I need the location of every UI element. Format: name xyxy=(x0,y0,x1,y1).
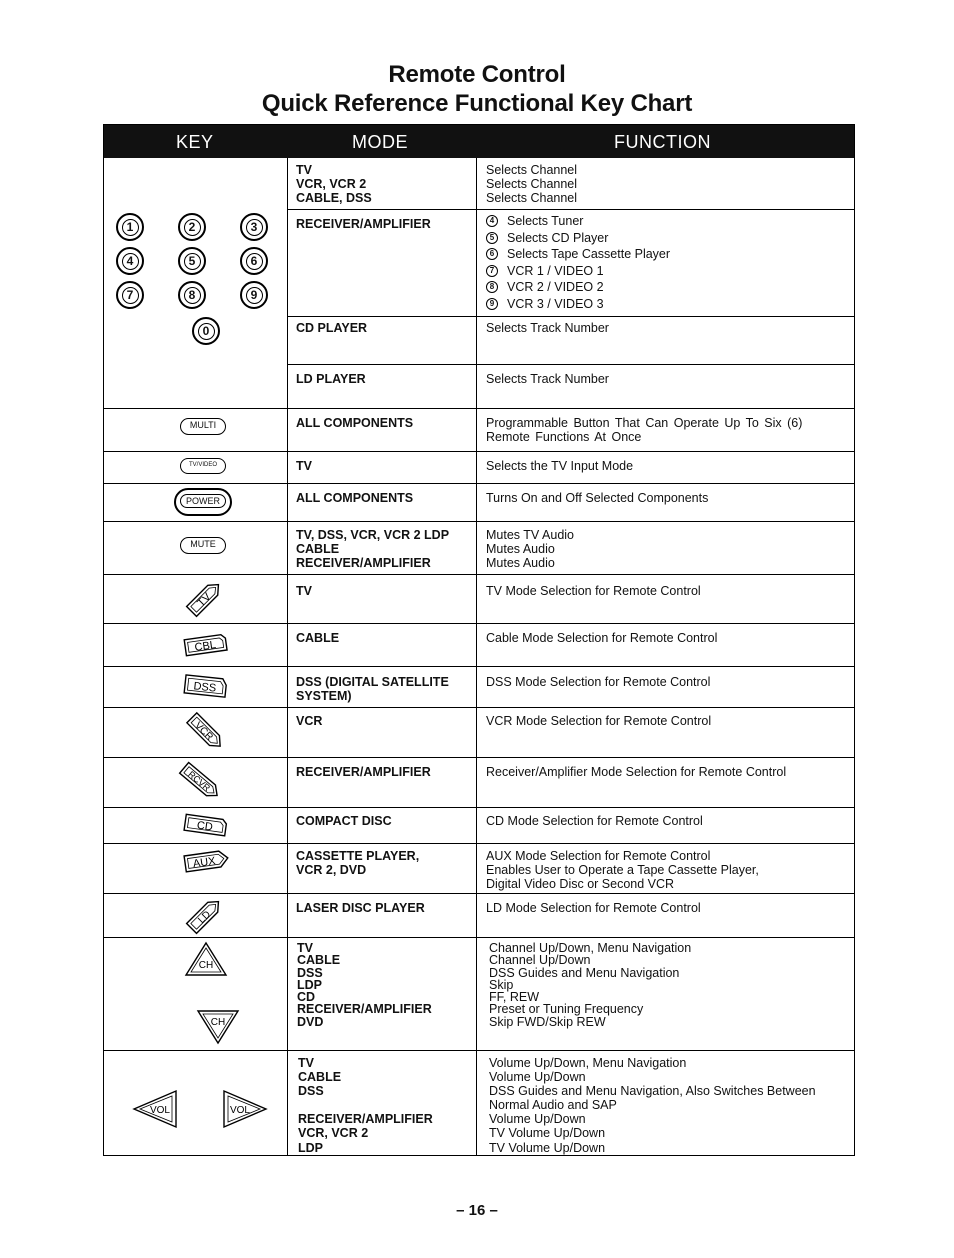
key-label: TV xyxy=(195,590,214,610)
circled-number-icon: 7 xyxy=(486,265,498,277)
circled-number-icon: 5 xyxy=(486,232,498,244)
mode-cell: VCR xyxy=(296,714,323,728)
page-number: – 16 – xyxy=(456,1202,498,1219)
dss-mode-button[interactable] xyxy=(182,673,228,699)
list-item: 5 Selects CD Player xyxy=(486,230,670,247)
key-chart-table xyxy=(103,124,855,1156)
key-5-button[interactable]: 5 xyxy=(178,247,206,275)
list-item: 9 VCR 3 / VIDEO 3 xyxy=(486,296,670,313)
mute-button[interactable]: MUTE xyxy=(180,537,226,554)
mode-cell: TV CABLE DSS RECEIVER/AMPLIFIER VCR, VCR 2 LDP xyxy=(298,1056,433,1155)
function-cell: Receiver/Amplifier Mode Selection for Remote Control xyxy=(486,765,787,779)
function-cell: TV Mode Selection for Remote Control xyxy=(486,584,701,598)
mode-cell: TV CABLE DSS LDP CD RECEIVER/AMPLIFIER DVD xyxy=(297,941,432,1029)
mode-cell: TV xyxy=(296,584,312,598)
mode-cell: ALL COMPONENTS xyxy=(296,491,414,505)
key-label: CH xyxy=(210,1017,226,1028)
function-cell: Selects the TV Input Mode xyxy=(486,459,634,473)
volume-down-button[interactable] xyxy=(132,1089,180,1129)
column-divider xyxy=(287,158,288,1155)
circled-number-icon: 8 xyxy=(486,281,498,293)
vcr-mode-button[interactable] xyxy=(182,711,230,753)
key-7-button[interactable]: 7 xyxy=(116,281,144,309)
row-divider xyxy=(104,451,854,452)
row-divider xyxy=(287,364,854,365)
row-divider xyxy=(287,316,854,317)
key-label: VCR xyxy=(192,720,215,744)
row-divider xyxy=(104,937,854,938)
mode-cell: ALL COMPONENTS xyxy=(296,416,414,430)
list-item: 4 Selects Tuner xyxy=(486,213,670,230)
key-label: CBL xyxy=(193,639,217,654)
mode-cell: LD PLAYER xyxy=(296,372,366,386)
power-button[interactable]: POWER xyxy=(174,488,232,516)
row-divider xyxy=(104,1050,854,1051)
mode-cell: CD PLAYER xyxy=(296,321,368,335)
mode-cell: LASER DISC PLAYER xyxy=(296,901,425,915)
row-divider xyxy=(104,623,854,624)
mode-cell: DSS (DIGITAL SATELLITE SYSTEM) xyxy=(296,675,449,703)
list-item: 6 Selects Tape Cassette Player xyxy=(486,246,670,263)
multi-button[interactable]: MULTI xyxy=(180,418,226,435)
key-9-button[interactable]: 9 xyxy=(240,281,268,309)
mode-cell: TV, DSS, VCR, VCR 2 LDP CABLE RECEIVER/AMPLIFIER xyxy=(296,528,450,570)
key-1-button[interactable]: 1 xyxy=(116,213,144,241)
key-label: AUX xyxy=(192,855,217,871)
row-divider xyxy=(104,843,854,844)
function-cell: Cable Mode Selection for Remote Control xyxy=(486,631,718,645)
row-divider xyxy=(104,807,854,808)
key-label: LD xyxy=(196,909,214,926)
circled-number-icon: 6 xyxy=(486,248,498,260)
circled-number-icon: 4 xyxy=(486,215,498,227)
row-divider xyxy=(104,757,854,758)
function-cell: Turns On and Off Selected Components xyxy=(486,491,709,505)
key-label: CD xyxy=(196,819,214,834)
cd-mode-button[interactable] xyxy=(182,811,228,839)
table-header xyxy=(104,125,854,158)
mode-cell: CABLE xyxy=(296,631,340,645)
key-8-button[interactable]: 8 xyxy=(178,281,206,309)
cable-mode-button[interactable] xyxy=(182,631,228,657)
mode-cell: COMPACT DISC xyxy=(296,814,392,828)
list-item: 8 VCR 2 / VIDEO 2 xyxy=(486,279,670,296)
mode-cell: TV xyxy=(296,459,312,473)
function-cell: Mutes TV Audio Mutes Audio Mutes Audio xyxy=(486,528,575,570)
key-label: RCVR xyxy=(186,769,213,794)
row-divider xyxy=(287,209,854,210)
function-cell: Selects Track Number xyxy=(486,372,609,386)
row-divider xyxy=(104,707,854,708)
function-cell xyxy=(486,213,670,312)
function-cell: Volume Up/Down, Menu Navigation Volume Up/Down DSS Guides and Menu Navigation, Also Switches Between Normal Audio and SAP Volume Up/Down TV Volume Up/Down TV Volume Up/Down xyxy=(489,1056,816,1155)
page-title: Remote Control xyxy=(388,61,566,88)
function-cell: Programmable Button That Can Operate Up To Six (6) Remote Functions At Once xyxy=(486,416,803,444)
key-label: VOL xyxy=(229,1105,251,1116)
row-divider xyxy=(104,521,854,522)
key-6-button[interactable]: 6 xyxy=(240,247,268,275)
row-divider xyxy=(104,893,854,894)
function-cell: AUX Mode Selection for Remote Control Enables User to Operate a Tape Cassette Player, Digital Video Disc or Second VCR xyxy=(486,849,759,891)
key-4-button[interactable]: 4 xyxy=(116,247,144,275)
row-divider xyxy=(104,483,854,484)
ld-mode-button[interactable] xyxy=(182,895,228,935)
key-label: DSS xyxy=(192,680,217,695)
function-cell: VCR Mode Selection for Remote Control xyxy=(486,714,712,728)
function-cell: DSS Mode Selection for Remote Control xyxy=(486,675,711,689)
header-function: FUNCTION xyxy=(614,132,711,152)
function-cell: Selects Track Number xyxy=(486,321,609,335)
function-cell: Channel Up/Down, Menu Navigation Channel Up/Down DSS Guides and Menu Navigation Skip FF, REW Preset or Tuning Frequency Skip FWD/Skip REW xyxy=(489,941,692,1029)
aux-mode-button[interactable] xyxy=(182,847,230,875)
volume-up-button[interactable] xyxy=(220,1089,268,1129)
header-key: KEY xyxy=(176,132,214,152)
circled-number-icon: 9 xyxy=(486,298,498,310)
key-label: VOL xyxy=(149,1105,171,1116)
function-cell: Selects Channel Selects Channel Selects Channel xyxy=(486,163,578,205)
tv-mode-button[interactable] xyxy=(182,577,228,619)
tv-video-button[interactable]: TV/VIDEO xyxy=(180,458,226,474)
header-mode: MODE xyxy=(352,132,408,152)
function-cell: CD Mode Selection for Remote Control xyxy=(486,814,703,828)
key-3-button[interactable]: 3 xyxy=(240,213,268,241)
column-divider xyxy=(476,158,477,1155)
key-label: CH xyxy=(198,960,214,971)
mode-cell: RECEIVER/AMPLIFIER xyxy=(296,217,431,231)
row-divider xyxy=(104,408,854,409)
channel-up-button[interactable] xyxy=(184,941,228,977)
key-2-button[interactable]: 2 xyxy=(178,213,206,241)
mode-cell: CASSETTE PLAYER, VCR 2, DVD xyxy=(296,849,420,877)
function-cell: LD Mode Selection for Remote Control xyxy=(486,901,701,915)
mode-cell: RECEIVER/AMPLIFIER xyxy=(296,765,431,779)
row-divider xyxy=(104,666,854,667)
key-0-button[interactable]: 0 xyxy=(192,317,220,345)
list-item: 7 VCR 1 / VIDEO 1 xyxy=(486,263,670,280)
receiver-mode-button[interactable] xyxy=(176,761,226,803)
page-subtitle: Quick Reference Functional Key Chart xyxy=(261,90,693,117)
row-divider xyxy=(104,574,854,575)
mode-cell: TV VCR, VCR 2 CABLE, DSS xyxy=(296,163,372,205)
channel-down-button[interactable] xyxy=(196,1009,240,1045)
